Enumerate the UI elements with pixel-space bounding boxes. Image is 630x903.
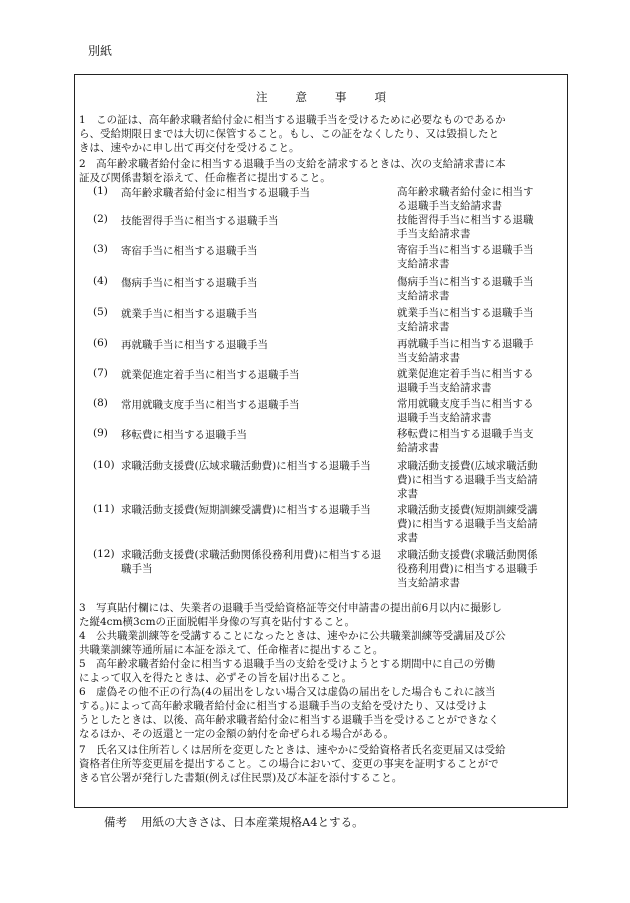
item-7: 7 氏名又は住所若しくは居所を変更したときは、速やかに受給資格者氏名変更届又は受給 資格者住所等変更届を提出すること。この場合において、変更の事実を証明することがで きる官公署が発行した書類(例えば住民票)及び本証を添付すること。 [79, 744, 506, 784]
attachment-label: 別紙 [88, 44, 113, 58]
list-item: (12) 求職活動支援費(求職活動関係役務利用費)に相当する退職手当 求職活動支援費(求職活動関係 役務利用費)に相当する退職手 当支給請求書 [93, 548, 538, 589]
list-item: (8) 常用就職支度手当に相当する退職手当 常用就職支度手当に相当する 退職手当支給請求書 [93, 397, 534, 424]
list-item: (3) 寄宿手当に相当する退職手当 寄宿手当に相当する退職手当 支給請求書 [93, 243, 534, 270]
notes-title: 注意事項 [256, 90, 414, 104]
list-item: (5) 就業手当に相当する退職手当 就業手当に相当する退職手当 支給請求書 [93, 306, 534, 333]
notes-box [74, 74, 568, 808]
item-6: 6 虚偽その他不正の行為(4の届出をしない場合又は虚偽の届出をした場合もこれに該当 する。)によって高年齢求職者給付金に相当する退職手当の支給を受けたり、又は受けよ うとしたときは、以後、高年齢求職者給付金に相当する退職手当を受けることができなく なるほか、その返還と一定の金額の納付を命ぜられる場合がある。 [79, 686, 499, 740]
list-item: (10) 求職活動支援費(広域求職活動費)に相当する退職手当 求職活動支援費(広域求職活動 費)に相当する退職手当支給請 求書 [93, 459, 538, 500]
item-1: 1 この証は、高年齢求職者給付金に相当する退職手当を受けるために必要なものであるか ら、受給期限日までは大切に保管すること。もし、この証をなくしたり、又は毀損したと きは、速やかに申し出て再交付を受けること。 [79, 114, 506, 154]
list-item: (4) 傷病手当に相当する退職手当 傷病手当に相当する退職手当 支給請求書 [93, 275, 534, 302]
item-4: 4 公共職業訓練等を受講することになったときは、速やかに公共職業訓練等受講届及び公 共職業訓練等通所届に本証を添えて、任命権者に提出すること。 [79, 630, 506, 656]
list-item: (11) 求職活動支援費(短期訓練受講費)に相当する退職手当 求職活動支援費(短期訓練受講 費)に相当する退職手当支給請 求書 [93, 503, 538, 544]
item-5: 5 高年齢求職者給付金に相当する退職手当の支給を受けようとする期間中に自己の労働 によって収入を得たときは、必ずその旨を届け出ること。 [79, 658, 496, 684]
item-3: 3 写真貼付欄には、失業者の退職手当受給資格証等交付申請書の提出前6月以内に撮影し た縦4cm横3cmの正面脱帽半身像の写真を貼付すること。 [79, 602, 502, 628]
item-2: 2 高年齢求職者給付金に相当する退職手当の支給を請求するときは、次の支給請求書に本 証及び関係書類を添えて、任命権者に提出すること。 [79, 158, 506, 184]
list-item: (2) 技能習得手当に相当する退職手当 技能習得手当に相当する退職 手当支給請求書 [93, 213, 534, 240]
list-item: (1) 高年齢求職者給付金に相当する退職手当 高年齢求職者給付金に相当す る退職手当支給請求書 [93, 185, 534, 212]
list-item: (9) 移転費に相当する退職手当 移転費に相当する退職手当支 給請求書 [93, 427, 534, 454]
remarks-text: 用紙の大きさは、日本産業規格A4とする。 [141, 815, 364, 829]
remarks-label: 備考 [104, 815, 127, 829]
remarks [104, 814, 364, 830]
list-item: (6) 再就職手当に相当する退職手当 再就職手当に相当する退職手 当支給請求書 [93, 337, 534, 364]
list-item: (7) 就業促進定着手当に相当する退職手当 就業促進定着手当に相当する 退職手当支給請求書 [93, 367, 534, 394]
